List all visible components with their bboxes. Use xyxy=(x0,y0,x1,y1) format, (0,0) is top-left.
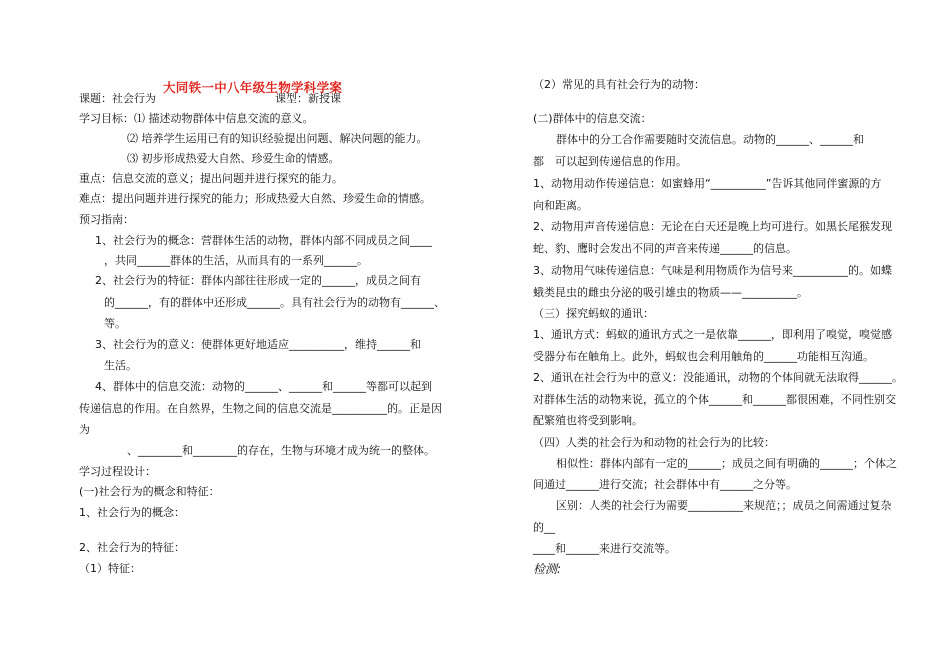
comm-meaning-line-b: 对群体生活的动物来说，孤立的个体______和______都很困难，不同性别交 xyxy=(533,393,896,406)
odor-signal-line-b: 蛾类昆虫的雌虫分泌的吸引雄虫的物质——__________。 xyxy=(533,286,808,299)
similarity-line-b: 间通过______进行交流；社会群体中有______之分等。 xyxy=(533,478,797,491)
guide-2-line-a: 2、社会行为的特征：群体内部往往形成一定的______，成员之间有 xyxy=(95,274,421,287)
section-4-heading: （四）人类的社会行为和动物的社会行为的比较： xyxy=(533,436,775,449)
lesson-type-line: 课型：新授课 xyxy=(275,92,341,105)
guide-4-line-a: 4、群体中的信息交流：动物的______、______和______等都可以起到 xyxy=(95,380,432,393)
guide-2-line-b: 的______，有的群体中还形成______。具有社会行为的动物有______、 xyxy=(104,296,445,309)
section-1-heading: (一)社会行为的概念和特征： xyxy=(79,485,220,498)
process-heading: 学习过程设计： xyxy=(79,465,156,478)
comm-intro-line-a: 群体中的分工合作需要随时交流信息。动物的______、______和 xyxy=(556,133,864,146)
ant-comm-line-a: 1、通讯方式：蚂蚁的通讯方式之一是依靠______，即利用了嗅觉，嗅觉感 xyxy=(533,328,892,341)
guide-2-line-c: 等。 xyxy=(104,317,126,330)
guide-1-line-b: ，共同______群体的生活，从而具有的一系列______。 xyxy=(104,254,368,267)
section-3-heading: （三）探究蚂蚁的通讯： xyxy=(533,307,654,320)
goal-line-1: 学习目标：⑴ 描述动物群体中信息交流的意义。 xyxy=(79,112,314,125)
features-sub-line: （1）特征： xyxy=(79,562,141,575)
features-line: 2、社会行为的特征： xyxy=(79,541,185,554)
difference-line-b: 的__ xyxy=(533,521,555,534)
action-signal-line-b: 向和距离。 xyxy=(533,199,588,212)
guide-3-line-a: 3、社会行为的意义：使群体更好地适应__________，维持______和 xyxy=(95,338,421,351)
guide-4-line-c: 为 xyxy=(79,423,90,436)
guide-4-line-d: 、________和________的存在，生物与环境才成为统一的整体。 xyxy=(127,444,435,457)
comm-intro-line-b: 都 可以起到传递信息的作用。 xyxy=(533,155,687,168)
sound-signal-line-a: 2、动物用声音传递信息：无论在白天还是晚上均可进行。如黑长尾猴发现 xyxy=(533,220,892,233)
similarity-line-a: 相似性：群体内部有一定的______；成员之间有明确的______；个体之 xyxy=(556,457,897,470)
guide-3-line-b: 生活。 xyxy=(104,359,137,372)
guide-heading: 预习指南： xyxy=(79,213,134,226)
odor-signal-line-a: 3、动物用气味传递信息：气味是利用物质作为信号来__________的。如蝶 xyxy=(533,264,892,277)
section-2-heading: (二)群体中的信息交流： xyxy=(533,112,652,125)
comm-meaning-line-a: 2、通讯在社会行为中的意义：没能通讯，动物的个体间就无法取得______。 xyxy=(533,371,903,384)
concept-line: 1、社会行为的概念： xyxy=(79,506,185,519)
key-point-line: 重点：信息交流的意义；提出问题并进行探究的能力。 xyxy=(79,172,343,185)
goal-line-2: ⑵ 培养学生运用已有的知识经验提出问题、解决问题的能力。 xyxy=(127,132,428,145)
document-title: 大同铁一中八年级生物学科学案 xyxy=(163,80,343,95)
common-animals-line: （2）常见的具有社会行为的动物： xyxy=(533,78,705,91)
ant-comm-line-b: 受器分布在触角上。此外，蚂蚁也会利用触角的______功能相互沟通。 xyxy=(533,350,874,363)
check-heading: 检测: xyxy=(533,562,562,576)
guide-1-line-a: 1、社会行为的概念：营群体生活的动物，群体内部不同成员之间____ xyxy=(95,234,432,247)
guide-4-line-b: 传递信息的作用。在自然界，生物之间的信息交流是__________的。正是因 xyxy=(79,402,442,415)
difficulty-line: 难点：提出问题并进行探究的能力；形成热爱大自然、珍爱生命的情感。 xyxy=(79,192,431,205)
comm-meaning-line-c: 配繁殖也将受到影响。 xyxy=(533,414,643,427)
difference-line-c: ____和______来进行交流等。 xyxy=(533,542,676,555)
difference-line-a: 区别：人类的社会行为需要__________来规范；；成员之间需通过复杂 xyxy=(556,499,892,512)
action-signal-line-a: 1、动物用动作传递信息：如蜜蜂用“__________”告诉其他同伴蜜源的方 xyxy=(533,177,882,190)
topic-line: 课题：社会行为 xyxy=(79,92,156,105)
goal-line-3: ⑶ 初步形成热爱大自然、珍爱生命的情感。 xyxy=(127,152,340,165)
sound-signal-line-b: 蛇、豹、鹰时会发出不同的声音来传递______的信息。 xyxy=(533,242,797,255)
